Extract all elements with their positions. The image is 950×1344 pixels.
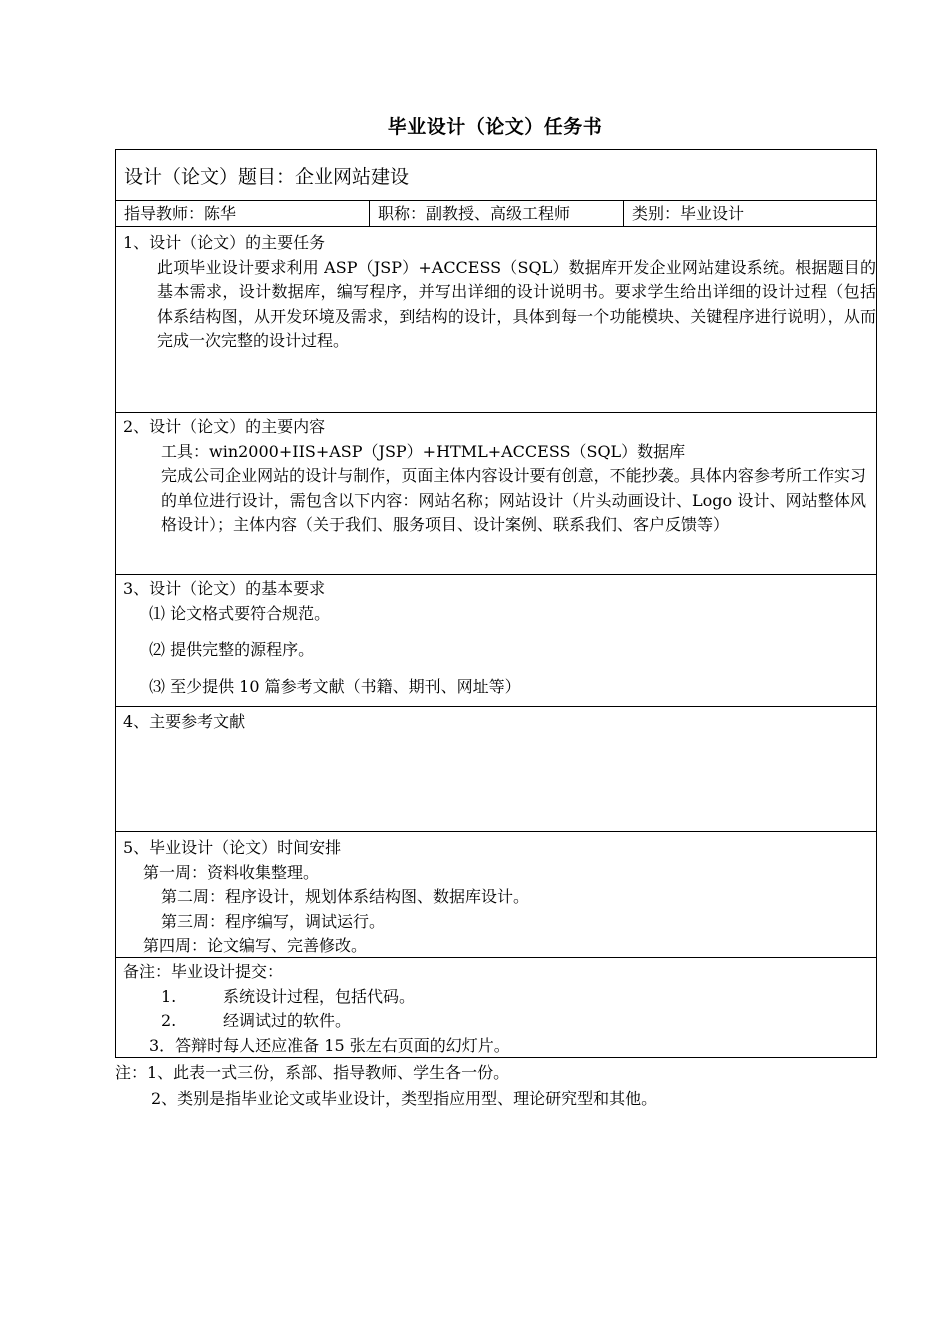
remarks-heading: 备注：毕业设计提交： — [123, 962, 284, 981]
schedule-week-2: 第二周：程序设计，规划体系结构图、数据库设计。 — [161, 887, 530, 906]
remark-item-3: 3．答辩时每人还应准备 15 张左右页面的幻灯片。 — [149, 1035, 510, 1055]
advisor-cell: 指导教师：陈华 — [116, 201, 370, 226]
info-row — [116, 201, 876, 227]
remark-item-2-text: 经调试过的软件。 — [223, 1011, 352, 1030]
requirements-heading: 3、设计（论文）的基本要求 — [123, 579, 326, 598]
main-content-body: 完成公司企业网站的设计与制作，页面主体内容设计要有创意，不能抄袭。具体内容参考所工作实习的单位进行设计，需包含以下内容：网站名称；网站设计（片头动画设计、Logo 设计、网站整体风格设计）；主体内容（关于我们、服务项目、设计案例、联系我们、客户反馈等） — [161, 466, 866, 534]
main-content-section — [116, 413, 876, 575]
remark-item-2-num: 2. — [161, 1011, 177, 1030]
requirement-item-2: ⑵ 提供完整的源程序。 — [149, 640, 315, 659]
schedule-week-3: 第三周：程序编写，调试运行。 — [161, 911, 386, 931]
document-title: 毕业设计（论文）任务书 — [387, 116, 603, 138]
schedule-heading: 5、毕业设计（论文）时间安排 — [123, 838, 342, 857]
main-task-heading: 1、设计（论文）的主要任务 — [123, 233, 326, 252]
remark-item-1 — [123, 985, 876, 1010]
remark-item-1-text: 系统设计过程，包括代码。 — [223, 986, 416, 1006]
schedule-week-1: 第一周：资料收集整理。 — [143, 862, 320, 882]
main-task-section — [116, 227, 876, 413]
remarks-section — [116, 958, 876, 1057]
remark-item-1-num: 1. — [161, 986, 177, 1006]
references-heading: 4、主要参考文献 — [123, 712, 246, 731]
requirements-section — [116, 575, 876, 707]
requirement-item-3: ⑶ 至少提供 10 篇参考文献（书籍、期刊、网址等） — [149, 676, 521, 696]
requirement-item-1: ⑴ 论文格式要符合规范。 — [149, 603, 331, 623]
footnote — [115, 1060, 657, 1112]
rank-cell: 职称：副教授、高级工程师 — [370, 201, 624, 226]
main-content-heading: 2、设计（论文）的主要内容 — [123, 417, 326, 436]
footnote-line-1: 注：1、此表一式三份，系部、指导教师、学生各一份。 — [115, 1063, 510, 1082]
topic-row — [116, 150, 876, 201]
main-task-body: 此项毕业设计要求利用 ASP（JSP）+ACCESS（SQL）数据库开发企业网站建设系统。根据题目的基本需求，设计数据库，编写程序，并写出详细的设计说明书。要求学生给出详细的设计过程（包括体系结构图，从开发环境及需求，到结构的设计，具体到每一个功能模块、关键程序进行说明），从而完成一次完整的设计过程。 — [157, 257, 876, 350]
category-cell: 类别：毕业设计 — [632, 204, 745, 223]
footnote-line-2: 2、类别是指毕业论文或毕业设计，类型指应用型、理论研究型和其他。 — [151, 1089, 658, 1108]
remark-item-2 — [123, 1009, 876, 1034]
references-section — [116, 707, 876, 832]
topic-text: 设计（论文）题目：企业网站建设 — [124, 166, 410, 188]
schedule-week-4: 第四周：论文编写、完善修改。 — [143, 936, 368, 955]
schedule-section — [116, 832, 876, 958]
tools-line: 工具：win2000+IIS+ASP（JSP）+HTML+ACCESS（SQL）数据库 — [161, 441, 686, 461]
task-form-table — [115, 149, 877, 1058]
